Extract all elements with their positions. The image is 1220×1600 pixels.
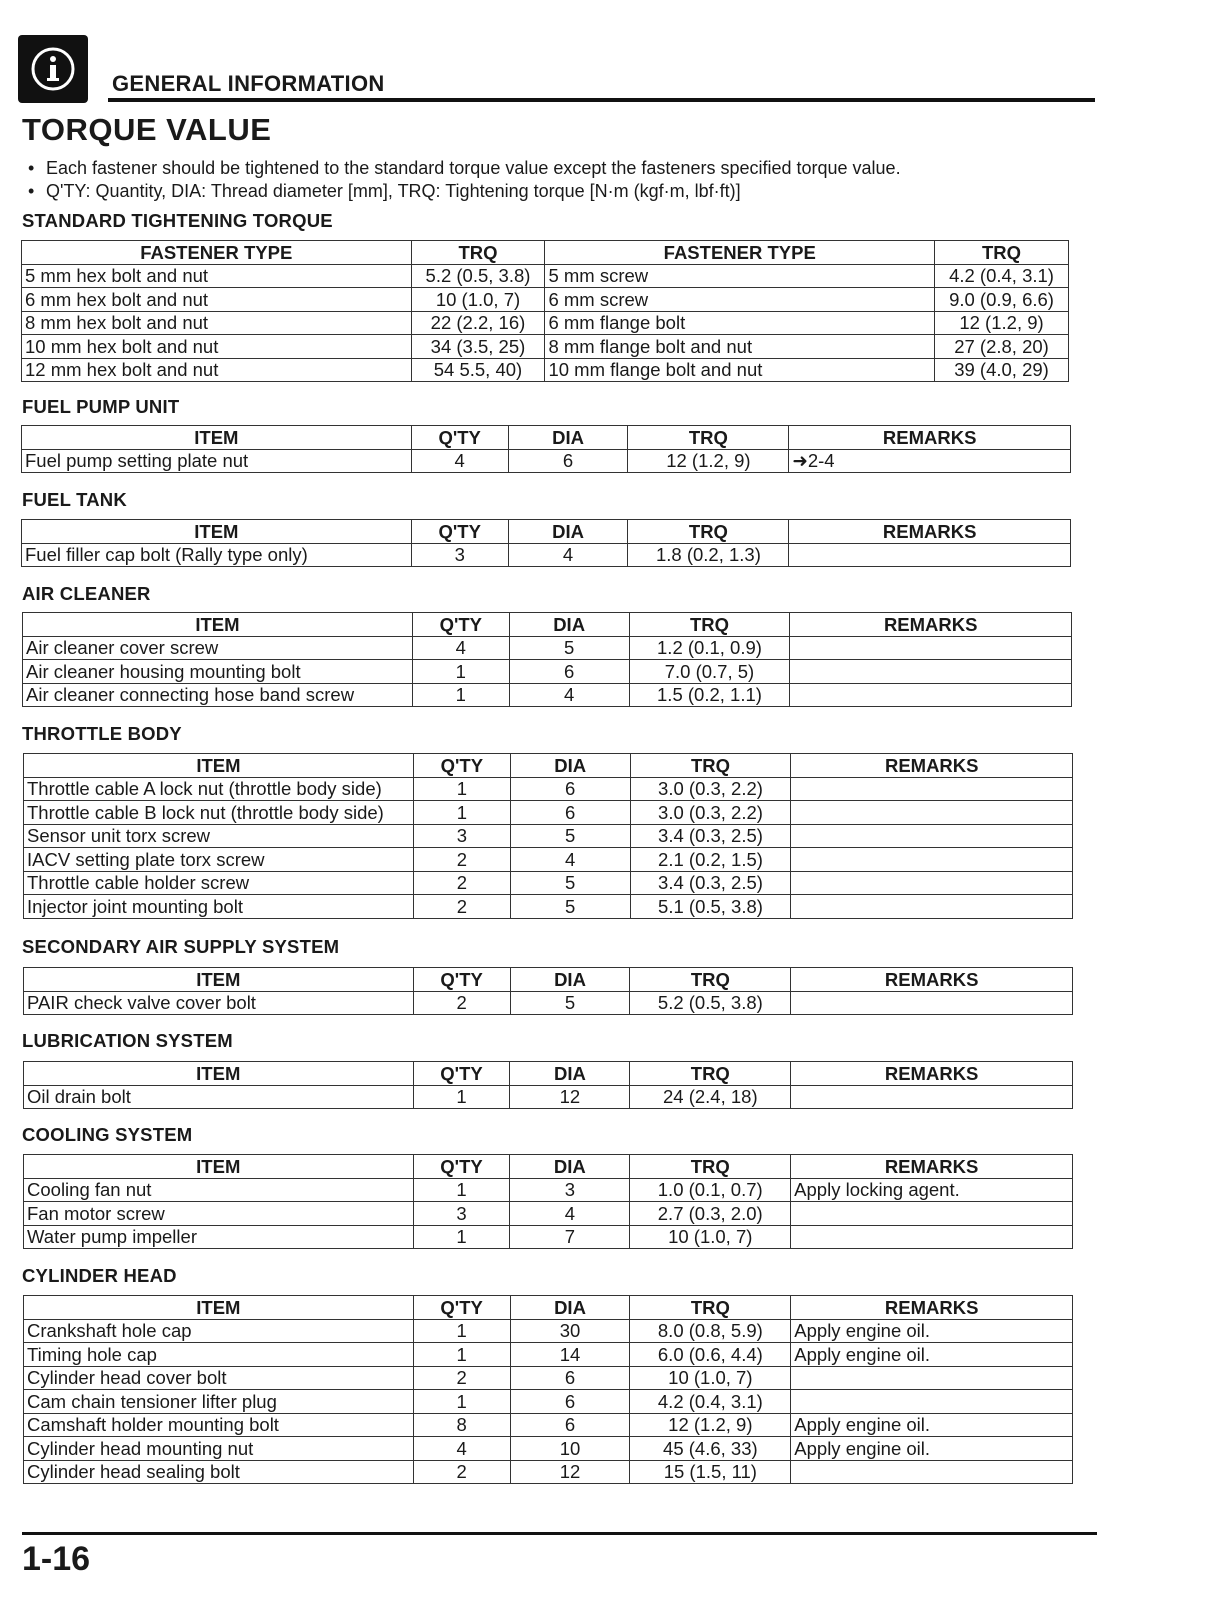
torque-value: 12 (1.2, 9) — [935, 311, 1069, 335]
table-row — [23, 683, 1072, 707]
section-heading: THROTTLE BODY — [22, 723, 182, 744]
section-label: GENERAL INFORMATION — [112, 71, 385, 96]
item-name: IACV setting plate torx screw — [24, 848, 414, 872]
thread-diameter: 5 — [510, 895, 630, 919]
table-row — [24, 895, 1073, 919]
torque-value: 5.2 (0.5, 3.8) — [630, 991, 791, 1015]
section-heading: AIR CLEANER — [22, 583, 151, 604]
column-header: REMARKS — [791, 1155, 1073, 1179]
table-row — [24, 1085, 1073, 1109]
torque-value: 4.2 (0.4, 3.1) — [630, 1390, 791, 1414]
table-row — [22, 264, 1069, 288]
thread-diameter: 6 — [510, 1413, 630, 1437]
table-header-row — [24, 754, 1073, 778]
torque-value: 45 (4.6, 33) — [630, 1437, 791, 1461]
remarks — [791, 1225, 1073, 1249]
column-header: ITEM — [24, 1155, 414, 1179]
quantity: 2 — [413, 991, 510, 1015]
torque-table — [23, 753, 1073, 919]
item-name: Sensor unit torx screw — [24, 824, 414, 848]
torque-value: 15 (1.5, 11) — [630, 1460, 791, 1484]
page-title: TORQUE VALUE — [22, 112, 272, 147]
remarks — [791, 1085, 1073, 1109]
table-row — [22, 335, 1069, 359]
column-header: FASTENER TYPE — [545, 241, 935, 265]
column-header: ITEM — [23, 613, 413, 637]
column-header: REMARKS — [791, 754, 1073, 778]
quantity: 1 — [413, 777, 510, 801]
fastener-type: 8 mm hex bolt and nut — [22, 311, 412, 335]
quantity: 1 — [413, 801, 510, 825]
thread-diameter: 6 — [510, 1390, 630, 1414]
table-row — [24, 848, 1073, 872]
quantity: 3 — [413, 1202, 510, 1226]
torque-value: 7.0 (0.7, 5) — [629, 660, 790, 684]
column-header: DIA — [508, 520, 628, 544]
column-header: Q'TY — [411, 520, 508, 544]
table-row — [22, 449, 1071, 473]
table-row — [24, 1343, 1073, 1367]
table-row — [24, 1366, 1073, 1390]
table-row — [24, 1178, 1073, 1202]
item-name: Camshaft holder mounting bolt — [24, 1413, 414, 1437]
quantity: 1 — [413, 1225, 510, 1249]
item-name: Air cleaner cover screw — [23, 636, 413, 660]
column-header: TRQ — [630, 968, 791, 992]
table-row — [24, 1390, 1073, 1414]
torque-value: 54 5.5, 40) — [411, 358, 545, 382]
table-header-row — [22, 520, 1071, 544]
fastener-type: 5 mm hex bolt and nut — [22, 264, 412, 288]
quantity: 2 — [413, 848, 510, 872]
remarks — [790, 636, 1072, 660]
footer-rule — [22, 1532, 1097, 1535]
column-header: ITEM — [24, 968, 414, 992]
column-header: Q'TY — [413, 1062, 510, 1086]
table-row — [24, 1413, 1073, 1437]
table-row — [23, 636, 1072, 660]
column-header: REMARKS — [791, 1296, 1073, 1320]
thread-diameter: 7 — [510, 1225, 630, 1249]
table-row — [24, 1225, 1073, 1249]
quantity: 4 — [412, 636, 509, 660]
column-header: Q'TY — [413, 1296, 510, 1320]
remarks — [791, 991, 1073, 1015]
thread-diameter: 4 — [510, 1202, 630, 1226]
column-header: TRQ — [629, 613, 790, 637]
item-name: Fuel filler cap bolt (Rally type only) — [22, 543, 412, 567]
thread-diameter: 4 — [509, 683, 629, 707]
remarks — [791, 895, 1073, 919]
column-header: TRQ — [630, 1062, 791, 1086]
torque-table — [23, 967, 1073, 1015]
thread-diameter: 30 — [510, 1319, 630, 1343]
column-header: ITEM — [22, 426, 412, 450]
section-heading: FUEL PUMP UNIT — [22, 396, 180, 417]
remarks — [791, 824, 1073, 848]
thread-diameter: 5 — [509, 636, 629, 660]
table-header-row — [22, 241, 1069, 265]
column-header: TRQ — [630, 754, 791, 778]
section-heading: SECONDARY AIR SUPPLY SYSTEM — [22, 936, 340, 957]
quantity: 1 — [413, 1178, 510, 1202]
torque-value: 10 (1.0, 7) — [630, 1366, 791, 1390]
table-header-row — [23, 613, 1072, 637]
table-row — [22, 288, 1069, 312]
column-header: ITEM — [22, 520, 412, 544]
remarks — [791, 1202, 1073, 1226]
thread-diameter: 6 — [510, 1366, 630, 1390]
remarks — [791, 848, 1073, 872]
torque-table — [22, 612, 1072, 707]
remarks: Apply engine oil. — [791, 1437, 1073, 1461]
thread-diameter: 6 — [508, 449, 628, 473]
item-name: Cylinder head mounting nut — [24, 1437, 414, 1461]
column-header: Q'TY — [413, 1155, 510, 1179]
quantity: 1 — [413, 1390, 510, 1414]
item-name: Fuel pump setting plate nut — [22, 449, 412, 473]
note-item: • Q'TY: Quantity, DIA: Thread diameter [mm], TRQ: Tightening torque [N·m (kgf·m, lbf·ft)] — [26, 180, 901, 203]
column-header: Q'TY — [411, 426, 508, 450]
torque-table — [21, 519, 1071, 567]
quantity: 1 — [413, 1319, 510, 1343]
torque-value: 3.0 (0.3, 2.2) — [630, 777, 791, 801]
quantity: 2 — [413, 1460, 510, 1484]
item-name: Throttle cable B lock nut (throttle body side) — [24, 801, 414, 825]
table-row — [24, 801, 1073, 825]
torque-table — [21, 425, 1071, 473]
table-row — [22, 311, 1069, 335]
table-header-row — [22, 426, 1071, 450]
thread-diameter: 4 — [508, 543, 628, 567]
remarks — [791, 1460, 1073, 1484]
quantity: 3 — [413, 824, 510, 848]
column-header: DIA — [510, 968, 630, 992]
column-header: DIA — [508, 426, 628, 450]
fastener-type: 10 mm flange bolt and nut — [545, 358, 935, 382]
item-name: Injector joint mounting bolt — [24, 895, 414, 919]
torque-value: 12 (1.2, 9) — [630, 1413, 791, 1437]
item-name: Air cleaner housing mounting bolt — [23, 660, 413, 684]
fastener-type: 6 mm screw — [545, 288, 935, 312]
column-header: ITEM — [24, 1296, 414, 1320]
torque-value: 2.1 (0.2, 1.5) — [630, 848, 791, 872]
remarks: Apply engine oil. — [791, 1343, 1073, 1367]
quantity: 4 — [413, 1437, 510, 1461]
quantity: 2 — [413, 1366, 510, 1390]
torque-value: 6.0 (0.6, 4.4) — [630, 1343, 791, 1367]
remarks — [790, 660, 1072, 684]
quantity: 1 — [412, 660, 509, 684]
remarks — [791, 871, 1073, 895]
item-name: Cooling fan nut — [24, 1178, 414, 1202]
thread-diameter: 5 — [510, 824, 630, 848]
torque-value: 39 (4.0, 29) — [935, 358, 1069, 382]
thread-diameter: 12 — [510, 1460, 630, 1484]
quantity: 2 — [413, 895, 510, 919]
column-header: ITEM — [24, 1062, 414, 1086]
table-row — [23, 660, 1072, 684]
column-header: TRQ — [935, 241, 1069, 265]
header-rule — [108, 98, 1095, 102]
column-header: Q'TY — [413, 968, 510, 992]
table-row — [24, 1460, 1073, 1484]
column-header: TRQ — [628, 426, 789, 450]
torque-value: 1.5 (0.2, 1.1) — [629, 683, 790, 707]
item-name: Cylinder head sealing bolt — [24, 1460, 414, 1484]
table-row — [22, 543, 1071, 567]
table-header-row — [24, 1296, 1073, 1320]
column-header: REMARKS — [791, 1062, 1073, 1086]
column-header: DIA — [509, 613, 629, 637]
column-header: REMARKS — [791, 968, 1073, 992]
thread-diameter: 6 — [510, 777, 630, 801]
fastener-type: 8 mm flange bolt and nut — [545, 335, 935, 359]
notes-list — [26, 157, 901, 203]
column-header: REMARKS — [790, 613, 1072, 637]
item-name: Cam chain tensioner lifter plug — [24, 1390, 414, 1414]
column-header: TRQ — [628, 520, 789, 544]
torque-value: 3.4 (0.3, 2.5) — [630, 871, 791, 895]
table-row — [24, 1437, 1073, 1461]
remarks: Apply engine oil. — [791, 1319, 1073, 1343]
remarks — [791, 1390, 1073, 1414]
column-header: FASTENER TYPE — [22, 241, 412, 265]
table-row — [24, 777, 1073, 801]
torque-value: 5.1 (0.5, 3.8) — [630, 895, 791, 919]
quantity: 8 — [413, 1413, 510, 1437]
column-header: DIA — [510, 1155, 630, 1179]
remarks — [791, 1366, 1073, 1390]
torque-value: 34 (3.5, 25) — [411, 335, 545, 359]
item-name: Throttle cable A lock nut (throttle body side) — [24, 777, 414, 801]
quantity: 3 — [411, 543, 508, 567]
column-header: DIA — [510, 754, 630, 778]
remarks — [790, 683, 1072, 707]
torque-value: 3.4 (0.3, 2.5) — [630, 824, 791, 848]
section-heading: COOLING SYSTEM — [22, 1124, 193, 1145]
torque-value: 1.2 (0.1, 0.9) — [629, 636, 790, 660]
remarks: ➜2-4 — [789, 449, 1071, 473]
thread-diameter: 4 — [510, 848, 630, 872]
fastener-type: 6 mm hex bolt and nut — [22, 288, 412, 312]
thread-diameter: 6 — [510, 801, 630, 825]
thread-diameter: 3 — [510, 1178, 630, 1202]
torque-value: 27 (2.8, 20) — [935, 335, 1069, 359]
section-heading: FUEL TANK — [22, 489, 127, 510]
torque-value: 10 (1.0, 7) — [630, 1225, 791, 1249]
table-row — [24, 871, 1073, 895]
section-heading: CYLINDER HEAD — [22, 1265, 177, 1286]
quantity: 1 — [413, 1085, 510, 1109]
torque-value: 4.2 (0.4, 3.1) — [935, 264, 1069, 288]
table-row — [24, 1319, 1073, 1343]
torque-table — [23, 1061, 1073, 1109]
remarks: Apply engine oil. — [791, 1413, 1073, 1437]
torque-table — [23, 1295, 1073, 1484]
torque-value: 1.0 (0.1, 0.7) — [630, 1178, 791, 1202]
table-header-row — [24, 1155, 1073, 1179]
torque-value: 9.0 (0.9, 6.6) — [935, 288, 1069, 312]
column-header: DIA — [510, 1296, 630, 1320]
thread-diameter: 6 — [509, 660, 629, 684]
torque-value: 22 (2.2, 16) — [411, 311, 545, 335]
fastener-type: 12 mm hex bolt and nut — [22, 358, 412, 382]
item-name: Air cleaner connecting hose band screw — [23, 683, 413, 707]
column-header: Q'TY — [413, 754, 510, 778]
item-name: Oil drain bolt — [24, 1085, 414, 1109]
fastener-type: 10 mm hex bolt and nut — [22, 335, 412, 359]
note-item: • Each fastener should be tightened to the standard torque value except the fasteners specified torque value. — [26, 157, 901, 180]
fastener-type: 6 mm flange bolt — [545, 311, 935, 335]
torque-value: 2.7 (0.3, 2.0) — [630, 1202, 791, 1226]
remarks: Apply locking agent. — [791, 1178, 1073, 1202]
page-number: 1-16 — [22, 1540, 91, 1578]
thread-diameter: 12 — [510, 1085, 630, 1109]
torque-value: 10 (1.0, 7) — [411, 288, 545, 312]
quantity: 2 — [413, 871, 510, 895]
remarks — [791, 777, 1073, 801]
table-row — [24, 1202, 1073, 1226]
item-name: PAIR check valve cover bolt — [24, 991, 414, 1015]
section-heading: LUBRICATION SYSTEM — [22, 1030, 233, 1051]
thread-diameter: 10 — [510, 1437, 630, 1461]
thread-diameter: 5 — [510, 871, 630, 895]
info-icon — [18, 35, 88, 103]
torque-value: 1.8 (0.2, 1.3) — [628, 543, 789, 567]
standard-torque-table — [21, 240, 1069, 382]
table-header-row — [24, 968, 1073, 992]
torque-value: 8.0 (0.8, 5.9) — [630, 1319, 791, 1343]
quantity: 1 — [412, 683, 509, 707]
remarks — [789, 543, 1071, 567]
thread-diameter: 5 — [510, 991, 630, 1015]
item-name: Fan motor screw — [24, 1202, 414, 1226]
item-name: Cylinder head cover bolt — [24, 1366, 414, 1390]
standard-torque-heading: STANDARD TIGHTENING TORQUE — [22, 210, 333, 231]
column-header: Q'TY — [412, 613, 509, 637]
remarks — [791, 801, 1073, 825]
column-header: REMARKS — [789, 426, 1071, 450]
quantity: 1 — [413, 1343, 510, 1367]
column-header: TRQ — [630, 1296, 791, 1320]
torque-value: 24 (2.4, 18) — [630, 1085, 791, 1109]
quantity: 4 — [411, 449, 508, 473]
thread-diameter: 14 — [510, 1343, 630, 1367]
table-row — [24, 991, 1073, 1015]
torque-value: 12 (1.2, 9) — [628, 449, 789, 473]
column-header: TRQ — [630, 1155, 791, 1179]
torque-value: 5.2 (0.5, 3.8) — [411, 264, 545, 288]
torque-value: 3.0 (0.3, 2.2) — [630, 801, 791, 825]
table-row — [22, 358, 1069, 382]
column-header: DIA — [510, 1062, 630, 1086]
item-name: Crankshaft hole cap — [24, 1319, 414, 1343]
column-header: TRQ — [411, 241, 545, 265]
item-name: Water pump impeller — [24, 1225, 414, 1249]
fastener-type: 5 mm screw — [545, 264, 935, 288]
column-header: REMARKS — [789, 520, 1071, 544]
item-name: Throttle cable holder screw — [24, 871, 414, 895]
table-row — [24, 824, 1073, 848]
item-name: Timing hole cap — [24, 1343, 414, 1367]
torque-table — [23, 1154, 1073, 1249]
table-header-row — [24, 1062, 1073, 1086]
column-header: ITEM — [24, 754, 414, 778]
